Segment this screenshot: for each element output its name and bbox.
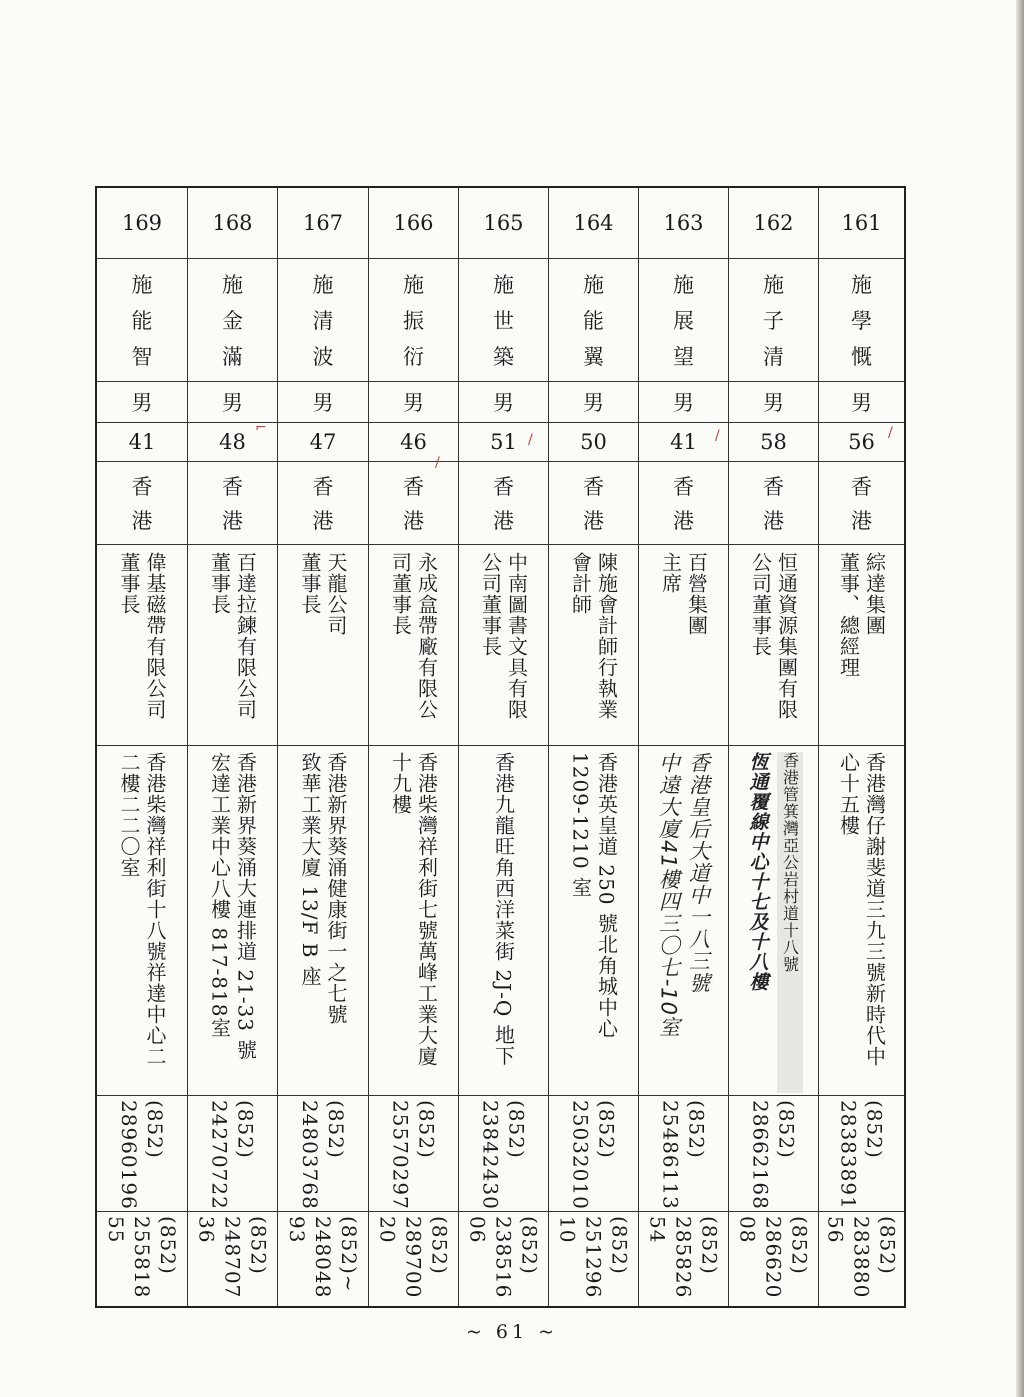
place-char: 港: [131, 509, 153, 533]
person-name: [549, 260, 638, 380]
table-column: [187, 188, 277, 1306]
job-title-text: 中南圖書文具有限 公司董事長: [478, 552, 529, 720]
job-title-text: 天龍公司 董事長: [298, 552, 348, 636]
name-char: 施: [673, 273, 694, 297]
row-divider: [97, 461, 904, 462]
sex: 男: [583, 391, 604, 415]
address: [459, 748, 548, 1093]
place-char: 港: [763, 509, 784, 533]
sex: 男: [222, 391, 243, 415]
age: 58: [760, 430, 787, 454]
name-char: 振: [403, 309, 424, 333]
birthplace: [549, 463, 638, 543]
address-text: 香港英皇道 250 號北角城中心 1209-1210 室: [568, 752, 619, 1039]
birthplace: [188, 463, 277, 543]
sex: 男: [763, 391, 784, 415]
birthplace: [729, 463, 818, 543]
table-column: [548, 188, 638, 1306]
job-title: [278, 548, 368, 743]
age: 47: [309, 430, 337, 454]
name-char: 施: [851, 273, 872, 297]
entry-number: 164: [573, 211, 614, 235]
name-char: 能: [583, 309, 604, 333]
row-divider: [97, 1211, 904, 1212]
name-char: 金: [222, 309, 243, 333]
fax-text: (852) 25129610: [555, 1216, 632, 1299]
place-char: 香: [403, 475, 424, 499]
place-char: 香: [763, 475, 784, 499]
sex: 男: [851, 391, 872, 415]
address-text: 香港九龍旺角西洋菜街 2J-Q 地下: [491, 752, 516, 1067]
address: [639, 748, 728, 1093]
place-char: 港: [222, 509, 243, 533]
name-char: 施: [583, 273, 604, 297]
handwritten-address: 香港皇后大道中一八三號 中遠大廈41樓四三〇七-10室: [656, 752, 711, 1039]
job-title-text: 永成盒帶廠有限公 司董事長: [388, 552, 439, 720]
handwritten-address: 恆通覆線中心十七及十八樓: [746, 752, 769, 992]
address-text: 香港新界葵涌大連排道 21-33 號 宏達工業中心八樓 817-818室: [207, 752, 258, 1061]
fax: [278, 1214, 368, 1308]
fax: [97, 1214, 187, 1308]
member-table: [95, 186, 906, 1308]
name-char: 施: [312, 273, 334, 297]
birthplace: [819, 463, 904, 543]
name-char: 波: [312, 345, 334, 369]
phone: [188, 1098, 277, 1210]
address-text: 香港柴灣祥利街十八號祥達中心二 二樓二二〇室: [117, 752, 167, 1067]
fax-text: (852) 28662008: [735, 1216, 812, 1299]
name-char: 展: [673, 309, 694, 333]
row-divider: [97, 745, 904, 746]
fax: [639, 1214, 728, 1308]
address: [97, 748, 187, 1093]
address: [278, 748, 368, 1093]
place-char: 香: [493, 475, 514, 499]
name-char: 學: [851, 309, 872, 333]
place-char: 港: [403, 509, 424, 533]
fax-text: (852) 28970020: [375, 1216, 452, 1299]
table-column: [97, 188, 187, 1306]
red-tick-mark: ⌐: [255, 420, 267, 436]
name-char: 滿: [222, 345, 243, 369]
phone: [459, 1098, 548, 1210]
birthplace: [97, 463, 187, 543]
name-char: 慨: [851, 345, 872, 369]
birthplace: [459, 463, 548, 543]
name-char: 施: [493, 273, 514, 297]
address: [369, 748, 458, 1093]
phone: [819, 1098, 904, 1210]
name-char: 清: [312, 309, 334, 333]
entry-number: 166: [393, 211, 434, 235]
job-title: [369, 548, 458, 743]
entry-number: 168: [212, 211, 253, 235]
phone-text: (852) 25570297: [388, 1100, 439, 1210]
fax: [369, 1214, 458, 1308]
name-char: 衍: [403, 345, 424, 369]
fax-text: (852) 23851606: [465, 1216, 542, 1299]
red-tick-mark: /: [888, 425, 893, 441]
job-title-text: 陳施會計師行執業 會計師: [568, 552, 619, 720]
place-char: 港: [851, 509, 872, 533]
job-title: [97, 548, 187, 743]
person-name: [639, 260, 728, 380]
job-title: [729, 548, 818, 743]
place-char: 港: [583, 509, 604, 533]
name-char: 望: [673, 345, 694, 369]
row-divider: [97, 381, 904, 382]
job-title-text: 百達拉鍊有限公司 董事長: [207, 552, 258, 720]
job-title-text: 綜達集團 董事、總經理: [836, 552, 887, 678]
phone: [278, 1098, 368, 1210]
address-text: 香港灣仔謝斐道三九三號新時代中 心十五樓: [836, 752, 887, 1067]
person-name: [278, 260, 368, 380]
row-divider: [97, 422, 904, 423]
page-number: ~ 61 ~: [465, 1321, 559, 1343]
job-title: [819, 548, 904, 743]
printed-address-slip: 香港管箕灣亞公岩村道十八號: [777, 752, 803, 1093]
address: [188, 748, 277, 1093]
birthplace: [369, 463, 458, 543]
age: 48: [219, 430, 246, 454]
fax: [188, 1214, 277, 1308]
fax-text: (852) 25581855: [104, 1216, 180, 1299]
entry-number: 162: [753, 211, 794, 235]
phone: [369, 1098, 458, 1210]
name-char: 施: [403, 273, 424, 297]
job-title: [188, 548, 277, 743]
red-tick-mark: /: [715, 428, 720, 444]
fax: [459, 1214, 548, 1308]
name-char: 世: [493, 309, 514, 333]
fax-text: (852) 28388056: [823, 1216, 900, 1299]
phone-text: (852) 24803768: [298, 1100, 348, 1210]
name-char: 清: [763, 345, 784, 369]
entry-number: 165: [483, 211, 524, 235]
place-char: 香: [673, 475, 694, 499]
phone-text: (852) 28662168: [748, 1100, 799, 1210]
row-divider: [97, 1095, 904, 1096]
job-title: [549, 548, 638, 743]
person-name: [819, 260, 904, 380]
entry-number: 167: [302, 211, 344, 235]
phone: [549, 1098, 638, 1210]
name-char: 翼: [583, 345, 604, 369]
place-char: 香: [583, 475, 604, 499]
person-name: [369, 260, 458, 380]
job-title: [459, 548, 548, 743]
job-title: [639, 548, 728, 743]
sex: 男: [403, 391, 424, 415]
phone-text: (852) 28383891: [836, 1100, 887, 1210]
name-char: 子: [763, 309, 784, 333]
address-text: 香港柴灣祥利街七號萬峰工業大廈 十九樓: [388, 752, 439, 1067]
phone-text: (852) 25032010: [568, 1100, 619, 1210]
place-char: 香: [851, 475, 872, 499]
place-char: 香: [222, 475, 243, 499]
fax-text: (852)~ 24804893: [285, 1216, 361, 1299]
person-name: [188, 260, 277, 380]
sex: 男: [673, 391, 694, 415]
sex: 男: [312, 391, 334, 415]
fax: [819, 1214, 904, 1308]
age: 56: [848, 430, 875, 454]
age: 50: [580, 430, 607, 454]
phone-text: (852) 28960196: [117, 1100, 167, 1210]
age: 41: [128, 430, 156, 454]
place-char: 港: [673, 509, 694, 533]
table-column: [818, 188, 904, 1306]
sex: 男: [131, 391, 153, 415]
name-char: 施: [131, 273, 153, 297]
address: [819, 748, 904, 1093]
name-char: 施: [763, 273, 784, 297]
age: 46: [400, 430, 427, 454]
phone: [639, 1098, 728, 1210]
red-tick-mark: /: [435, 455, 440, 471]
person-name: [729, 260, 818, 380]
job-title-text: 百營集團 主席: [658, 552, 709, 636]
table-column: [368, 188, 458, 1306]
row-divider: [97, 258, 904, 259]
phone: [97, 1098, 187, 1210]
person-name: [459, 260, 548, 380]
entry-number: 163: [663, 211, 704, 235]
place-char: 港: [493, 509, 514, 533]
fax-text: (852) 28582654: [645, 1216, 722, 1299]
fax: [549, 1214, 638, 1308]
phone-text: (852) 25486113: [658, 1100, 709, 1210]
name-char: 施: [222, 273, 243, 297]
name-char: 智: [131, 345, 153, 369]
phone-text: (852) 24270722: [207, 1100, 258, 1210]
table-column: [277, 188, 368, 1306]
job-title-text: 恒通資源集團有限 公司董事長: [748, 552, 799, 720]
row-divider: [97, 544, 904, 545]
birthplace: [639, 463, 728, 543]
person-name: [97, 260, 187, 380]
age: 41: [670, 430, 697, 454]
fax-text: (852) 24870736: [194, 1216, 271, 1299]
place-char: 香: [312, 475, 334, 499]
red-tick-mark: /: [528, 432, 533, 448]
phone: [729, 1098, 818, 1210]
page-edge-shadow: [1016, 0, 1024, 1397]
name-char: 築: [493, 345, 514, 369]
fax: [729, 1214, 818, 1308]
table-column: [458, 188, 548, 1306]
address-text: 香港新界葵涌健康街一之七號 致華工業大廈 13/F B 座: [298, 752, 348, 1025]
table-column: [638, 188, 728, 1306]
job-title-text: 偉基磁帶有限公司 董事長: [117, 552, 167, 720]
entry-number: 169: [121, 211, 163, 235]
place-char: 港: [312, 509, 334, 533]
age: 51: [490, 430, 517, 454]
birthplace: [278, 463, 368, 543]
sex: 男: [493, 391, 514, 415]
address: [729, 748, 818, 1093]
entry-number: 161: [841, 211, 882, 235]
place-char: 香: [131, 475, 153, 499]
address: [549, 748, 638, 1093]
table-column: [728, 188, 818, 1306]
name-char: 能: [131, 309, 153, 333]
phone-text: (852) 23842430: [478, 1100, 529, 1210]
